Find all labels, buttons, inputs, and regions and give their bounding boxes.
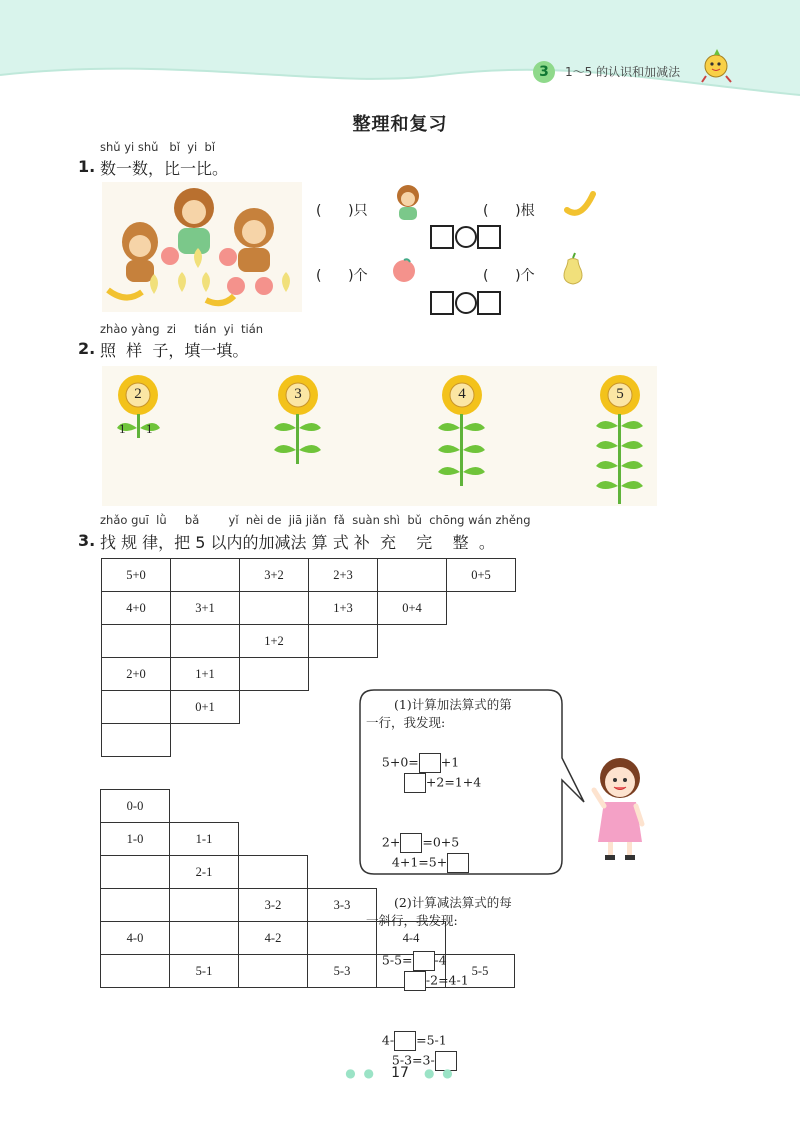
sunflower-2-left-leaf: 1 [119, 421, 126, 436]
q3-number: 3. [78, 531, 96, 550]
compare-boxes-1[interactable] [430, 224, 502, 254]
sub-cell: 3-2 [239, 889, 308, 922]
peach-count-blank[interactable]: ( )个 [316, 268, 368, 284]
chapter-title: 1～5 的认识和加减法 [565, 65, 681, 79]
sunflower-5-number: 5 [616, 386, 624, 402]
q1-number: 1. [78, 157, 96, 176]
footer-dots-left: ● ● [345, 1066, 376, 1080]
page-title: 整理和复习 [352, 114, 448, 135]
sunflower-3-number: 3 [294, 386, 302, 402]
add-cell: 0+5 [447, 559, 516, 592]
sub-cell: 4-2 [239, 922, 308, 955]
add-cell: 2+0 [102, 658, 171, 691]
sub-cell: 1-1 [170, 823, 239, 856]
q1-text: 数一数，比一比。 [100, 159, 229, 178]
sunflower-4-number: 4 [458, 386, 466, 402]
q2-number: 2. [78, 339, 96, 358]
add-cell-blank[interactable] [171, 559, 240, 592]
sub-cell: 2-1 [170, 856, 239, 889]
sub-cell-blank[interactable] [101, 856, 170, 889]
add-cell-blank[interactable] [378, 559, 447, 592]
q3-text: 找 规 律，把 5 以内的加减法 算 式 补 充 完 整 。 [100, 533, 495, 552]
sub-cell: 3-3 [308, 889, 377, 922]
sub-cell: 0-0 [101, 790, 170, 823]
sub-cell: 5-3 [308, 955, 377, 988]
sub-cell-blank[interactable] [170, 889, 239, 922]
sub-cell: 1-0 [101, 823, 170, 856]
header-band [0, 0, 800, 105]
q1-pinyin: shǔ yi shǔ bǐ yi bǐ [100, 140, 216, 154]
add-cell-blank[interactable] [102, 691, 171, 724]
bubble-line-6: 一斜行，我发现: [366, 913, 458, 928]
chapter-number-badge: 3 [533, 61, 555, 83]
bubble-line-8: 4- =5-1 5-3=3- [366, 1013, 566, 1089]
sub-cell-blank[interactable] [101, 889, 170, 922]
answer-box[interactable] [404, 971, 426, 991]
add-cell: 1+3 [309, 592, 378, 625]
compare-boxes-2[interactable] [430, 290, 502, 320]
page-number: 17 [391, 1065, 409, 1081]
monkey-count-blank[interactable]: ( )只 [316, 203, 368, 219]
answer-box[interactable] [419, 753, 441, 773]
sub-cell-blank[interactable] [101, 955, 170, 988]
sunflower-panel [102, 366, 657, 506]
add-cell: 4+0 [102, 592, 171, 625]
add-cell: 5+0 [102, 559, 171, 592]
bubble-line-3: 5+0= +1 +2=1+4 [366, 735, 566, 811]
girl-illustration [590, 752, 650, 862]
monkey-icon [388, 183, 428, 221]
sunflower-2-number: 2 [134, 386, 142, 402]
sub-cell: 5-5 [446, 955, 515, 988]
add-cell-blank[interactable] [171, 625, 240, 658]
bubble-line-1: (1)计算加法算式的第 [394, 697, 512, 712]
add-cell: 2+3 [309, 559, 378, 592]
add-cell-blank[interactable] [102, 625, 171, 658]
bubble-line-4: 2+ =0+5 4+1=5+ [366, 815, 566, 891]
add-cell: 0+4 [378, 592, 447, 625]
sub-cell: 4-4 [377, 922, 446, 955]
banana-icon [564, 190, 596, 218]
q3-pinyin: zhǎo guī lǜ bǎ yǐ nèi de jiā jiǎn fǎ suàn shì bǔ chōng wán zhěng [100, 513, 531, 527]
answer-box[interactable] [413, 951, 435, 971]
answer-box[interactable] [394, 1031, 416, 1051]
bubble-line-7: 5-5= -4 -2=4-1 [366, 933, 566, 1009]
add-cell-blank[interactable] [309, 625, 378, 658]
sub-cell: 4-0 [101, 922, 170, 955]
add-cell: 1+1 [171, 658, 240, 691]
add-cell: 1+2 [240, 625, 309, 658]
bubble-line-2: 一行，我发现: [366, 715, 446, 730]
add-cell-blank[interactable] [102, 724, 171, 757]
sub-cell: 5-1 [170, 955, 239, 988]
peach-icon [390, 256, 418, 284]
add-cell: 3+2 [240, 559, 309, 592]
banana-count-blank[interactable]: ( )根 [483, 203, 535, 219]
pear-icon [560, 252, 586, 286]
q2-text: 照 样 子，填一填。 [100, 341, 249, 360]
answer-box[interactable] [400, 833, 422, 853]
add-cell-blank[interactable] [240, 658, 309, 691]
add-cell-blank[interactable] [240, 592, 309, 625]
sub-cell-blank[interactable] [239, 856, 308, 889]
sunflower-3 [268, 370, 328, 466]
monkeys-fruit-illustration [102, 182, 302, 312]
add-cell: 3+1 [171, 592, 240, 625]
q2-pinyin: zhào yàng zi tián yi tián [100, 322, 264, 336]
answer-box[interactable] [404, 773, 426, 793]
answer-box[interactable] [447, 853, 469, 873]
pear-count-blank[interactable]: ( )个 [483, 268, 535, 284]
footer-dots-right: ● ● [424, 1066, 455, 1080]
bubble-content [366, 696, 566, 1089]
add-cell: 0+1 [171, 691, 240, 724]
sub-cell-blank[interactable] [239, 955, 308, 988]
bubble-line-5: (2)计算减法算式的每 [394, 895, 512, 910]
mascot-icon [698, 48, 738, 84]
sunflower-2-right-leaf: 1 [146, 421, 153, 436]
sub-cell-blank[interactable] [170, 922, 239, 955]
page-footer [0, 1062, 800, 1081]
